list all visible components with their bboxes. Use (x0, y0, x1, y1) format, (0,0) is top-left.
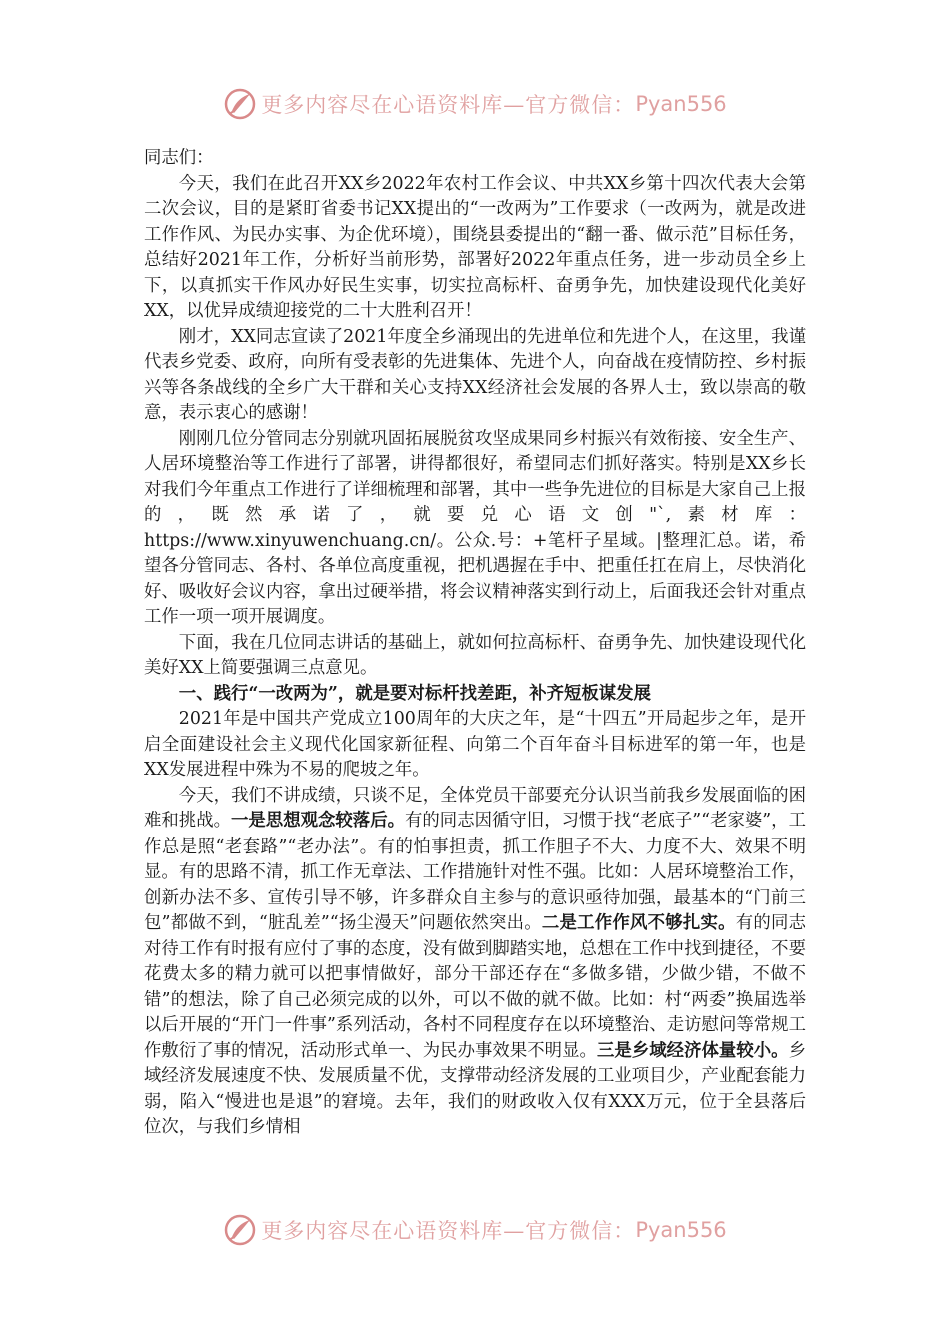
salutation: 同志们： (144, 148, 214, 168)
brush-logo-icon (223, 1213, 257, 1247)
point-1-text: 有的同志因循守旧，习惯于找“老底子”“老家婆”，工作总是照“老套路”“老办法”。有的怕事担责，抓工作胆子不大、力度不大、效果不明显。有的思路不清，抓工作无章法、工作措施针对性不强。比如：人居环境整治工作，创新办法不多、宣传引导不够，许多群众自主参与的意识亟待加强，最基本的“门前三包”都做不到，“脏乱差”“扬尘漫天”问题依然突出。 (144, 811, 806, 933)
banner-text: 更多内容尽在心语资料库—官方微信： (261, 93, 636, 117)
point-1-heading: 一是思想观念较落后。 (231, 811, 405, 831)
point-3-heading: 三是乡域经济体量较小。 (596, 1040, 789, 1061)
paragraph-6 (144, 784, 806, 1141)
paragraph-1: 今天，我们在此召开XX乡2022年农村工作会议、中共XX乡第十四次代表大会第二次会议，目的是紧盯省委书记XX提出的“一改两为”工作要求（一改两为，就是改进工作作风、为民办实事、为企优环境），围绕县委提出的“翻一番、做示范”目标任务，总结好2021年工作，分析好当前形势，部署好2022年重点任务，进一步动员全乡上下，以真抓实干作风办好民生实事，切实拉高标杆、奋勇争先，加快建设现代化美好XX，以优异成绩迎接党的二十大胜利召开！ (144, 173, 806, 321)
point-3-text: 乡域经济发展速度不快、发展质量不优，支撑带动经济发展的工业项目少，产业配套能力弱，陷入“慢进也是退”的窘境。去年，我们的财政收入仅有XXX万元，位于全县落后位次，与我们乡情相 (144, 1040, 806, 1137)
footer-watermark-banner (0, 1210, 950, 1250)
banner-wechat-id: Pyan556 (635, 1218, 727, 1242)
brush-logo-icon (223, 87, 257, 121)
section-heading-1: 一、践行“一改两为”，就是要对标杆找差距，补齐短板谋发展 (178, 683, 651, 704)
paragraph-6-intro: 今天，我们不讲成绩，只谈不足，全体党员干部要充分认识当前我乡发展面临的困难和挑战。 (144, 785, 806, 831)
paragraph-4: 下面，我在几位同志讲话的基础上，就如何拉高标杆、奋勇争先、加快建设现代化美好XX上简要强调三点意见。 (144, 632, 806, 678)
paragraph-3: 刚刚几位分管同志分别就巩固拓展脱贫攻坚成果同乡村振兴有效衔接、安全生产、人居环境整治等工作进行了部署，讲得都很好，希望同志们抓好落实。特别是XX乡长对我们今年重点工作进行了详细梳理和部署，其中一些争先进位的目标是大家自己上报的，既然承诺了，就要兑心语文创"`,素材库：https://www.xinyuwenchuang.cn/。公众.号：+笔杆子星域。|整理汇总。诺，希望各分管同志、各村、各单位高度重视，把机遇握在手中、把重任扛在肩上，尽快消化好、吸收好会议内容，拿出过硬举措，将会议精神落实到行动上，后面我还会针对重点工作一项一项开展调度。 (144, 428, 806, 627)
point-2-heading: 二是工作作风不够扎实。 (541, 913, 736, 933)
paragraph-5: 2021年是中国共产党成立100周年的大庆之年，是“十四五”开局起步之年，是开启全面建设社会主义现代化国家新征程、向第二个百年奋斗目标进军的第一年，也是XX发展进程中殊为不易的爬坡之年。 (144, 709, 806, 780)
banner-text: 更多内容尽在心语资料库—官方微信： (261, 1219, 636, 1243)
banner-wechat-id: Pyan556 (635, 92, 727, 116)
header-watermark-banner (0, 84, 950, 124)
point-2-text: 有的同志对待工作有时报有应付了事的态度，没有做到脚踏实地，总想在工作中找到捷径，不要花费太多的精力就可以把事情做好，部分干部还存在“多做多错，少做少错，不做不错”的想法，除了自己必须完成的以外，可以不做的就不做。比如：村“两委”换届选举以后开展的“开门一件事”系列活动，各村不同程度存在以环境整治、走访慰问等常规工作敷衍了事的情况，活动形式单一、为民办事效果不明显。 (144, 913, 806, 1061)
document-body (144, 146, 806, 1141)
paragraph-2: 刚才，XX同志宣读了2021年度全乡涌现出的先进单位和先进个人，在这里，我谨代表乡党委、政府，向所有受表彰的先进集体、先进个人，向奋战在疫情防控、乡村振兴等各条战线的全乡广大干群和关心支持XX经济社会发展的各界人士，致以崇高的敬意，表示衷心的感谢！ (144, 326, 806, 423)
